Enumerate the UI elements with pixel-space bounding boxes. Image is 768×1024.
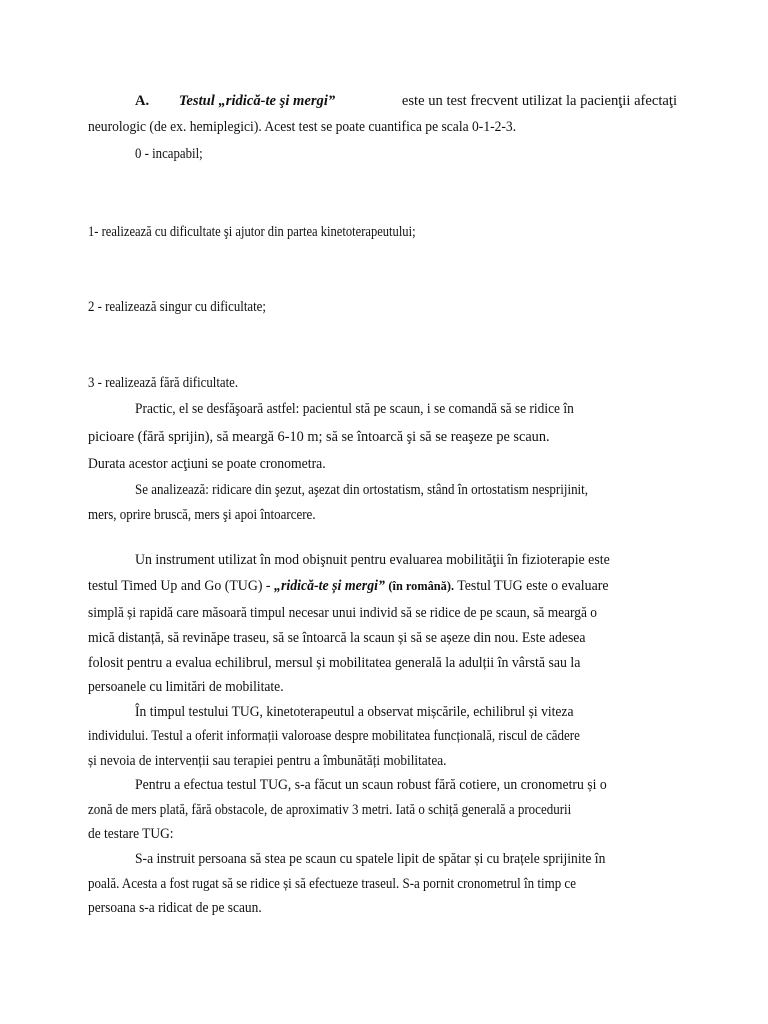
section-heading-line [135, 93, 677, 110]
test-title: Testul „ridică-te şi mergi” [178, 93, 336, 109]
tug-line-6: persoanele cu limitări de mobilitate. [88, 679, 284, 695]
tug-romanian-name: „ridică-te și mergi” [274, 578, 385, 594]
practic-line-1: Practic, el se desfăşoară astfel: pacientul stă pe scaun, i se comandă să se ridice în [135, 401, 574, 417]
tug-line-2-end: Testul TUG este o evaluare [457, 578, 609, 594]
tug-line-1: Un instrument utilizat în mod obişnuit pentru evaluarea mobilităţii în fizioterapie este [135, 552, 610, 568]
tug-line-5: folosit pentru a evalua echilibrul, mersul și mobilitatea generală la adulții în vârstă sau la [88, 655, 581, 671]
scale-item-0: 0 - incapabil; [135, 146, 203, 162]
timpul-line-3: și nevoia de intervenții sau terapiei pentru a îmbunătăți mobilitatea. [88, 753, 447, 769]
practic-line-2: picioare (fără sprijin), să meargă 6-10 m; să se întoarcă şi să se reaşeze pe scaun. [88, 429, 550, 445]
tug-line-3: simplă și rapidă care măsoară timpul necesar unui individ să se ridice de pe scaun, să meargă o [88, 605, 598, 621]
timpul-line-1: În timpul testului TUG, kinetoterapeutul a observat mișcările, echilibrul și viteza [135, 704, 574, 720]
efectua-line-1: Pentru a efectua testul TUG, s-a făcut un scaun robust fără cotiere, un cronometru și o [135, 777, 607, 793]
scale-item-3: 3 - realizează fără dificultate. [88, 375, 239, 391]
practic-line-3: Durata acestor acţiuni se poate cronometra. [88, 456, 326, 472]
intro-rest: este un test frecvent utilizat la pacienţii afectaţi [401, 93, 677, 109]
efectua-line-3: de testare TUG: [88, 826, 174, 842]
tug-line-2 [88, 578, 636, 595]
instruit-line-1: S-a instruit persoana să stea pe scaun cu spatele lipit de spătar și cu brațele sprijinite în [135, 851, 606, 867]
scale-item-2: 2 - realizează singur cu dificultate; [88, 299, 266, 315]
instruit-line-3: persoana s-a ridicat de pe scaun. [88, 900, 262, 916]
instruit-line-2: poală. Acesta a fost rugat să se ridice și să efectueze traseul. S-a pornit cronometrul în timp ce [88, 876, 576, 892]
intro-line-2: neurologic (de ex. hemiplegici). Acest test se poate cuantifica pe scala 0-1-2-3. [88, 119, 517, 135]
tug-line-4: mică distanță, să revinăpe traseu, să se întoarcă la scaun și să se așeze din nou. Este adesea [88, 630, 586, 646]
analiza-line-2: mers, oprire bruscă, mers şi apoi întoarcere. [88, 507, 316, 523]
scale-item-1: 1- realizează cu dificultate şi ajutor din partea kinetoterapeutului; [88, 224, 416, 240]
efectua-line-2: zonă de mers plată, fără obstacole, de aproximativ 3 metri. Iată o schiță generală a procedurii [88, 802, 572, 818]
analiza-line-1: Se analizează: ridicare din şezut, aşezat din ortostatism, stând în ortostatism nesprijinit, [135, 482, 589, 498]
section-letter: A. [135, 93, 150, 109]
tug-line-2-start: testul Timed Up and Go (TUG) - [88, 578, 271, 594]
tug-in-romana: (în română). [388, 578, 455, 593]
timpul-line-2: individului. Testul a oferit informații valoroase despre mobilitatea funcțională, riscul de cădere [88, 728, 580, 744]
